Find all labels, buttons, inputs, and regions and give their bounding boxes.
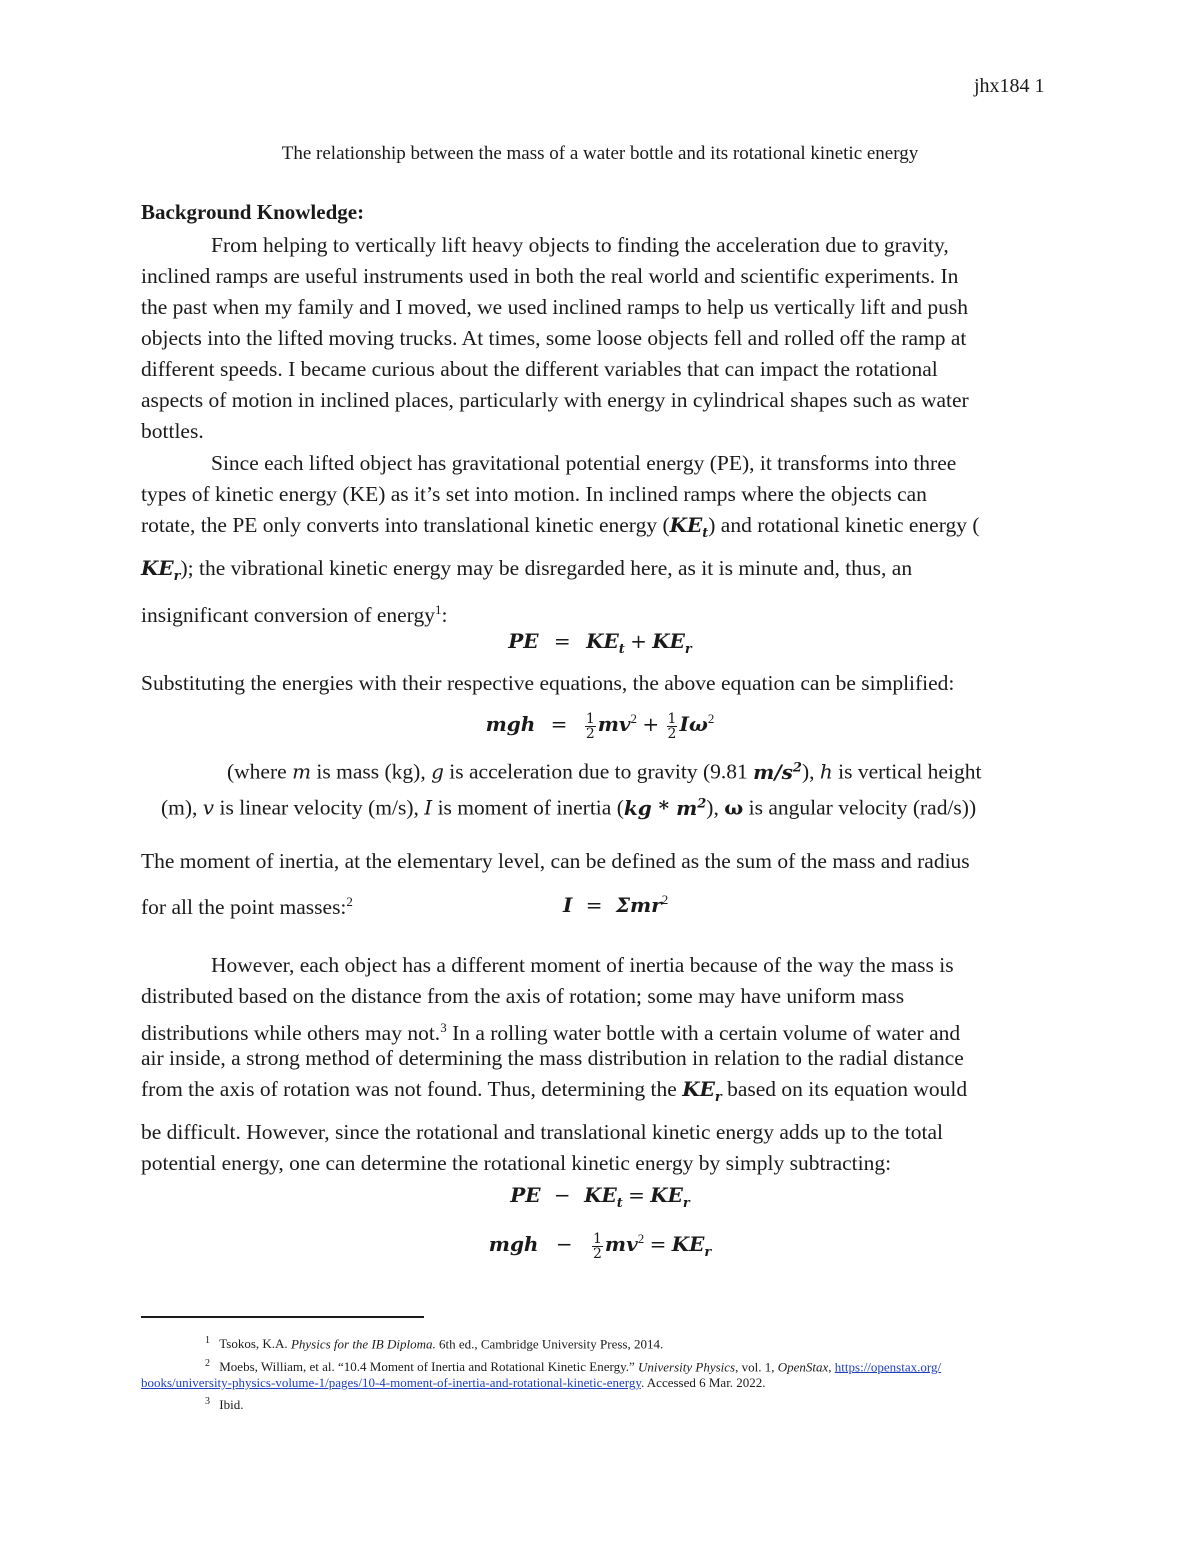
para2-line-4 xyxy=(141,553,912,592)
equation-rotational-energy-expanded: mgh − $\frac{1}{2}$ $mv^2 = KE_r$ xyxy=(488,1230,712,1262)
text-run: rotate, the PE only converts into translational kinetic energy ( xyxy=(141,513,670,537)
para3-line-4: air inside, a strong method of determining the mass distribution in relation to the radial distance xyxy=(141,1046,964,1070)
footnote-2: $^2$ Moebs, William, et al. “10.4 Moment of Inertia and Rotational Kinetic Energy.” University Physics, vol. 1, OpenStax, https://openstax.org/ xyxy=(205,1358,942,1375)
para1-line-5: different speeds. I became curious about the different variables that can impact the rotational xyxy=(141,357,938,381)
para2-line-1: Since each lifted object has gravitational potential energy (PE), it transforms into three xyxy=(211,451,957,475)
equation-rotational-energy: PE − $KE_t = KE_r$ xyxy=(510,1183,690,1211)
text-run: insignificant conversion of energy xyxy=(141,603,435,628)
para3-line-5: from the axis of rotation was not found. Thus, determining the $KE_r$ based on its equation would xyxy=(141,1077,968,1105)
para2-line-2: types of kinetic energy (KE) as it’s set into motion. In inclined ramps where the objects can xyxy=(141,482,927,506)
footnote-separator xyxy=(141,1316,424,1318)
para1-line-3: the past when my family and I moved, we used inclined ramps to help us vertically lift and push xyxy=(141,295,968,319)
variable-definitions-line-2: (m), v is linear velocity (m/s), I is moment of inertia $(kg * m^2)$, ω is angular velocity (rad/s)) xyxy=(161,795,977,820)
equation-energy-expanded: mgh = $\frac{1}{2}$ $mv^2$ + $\frac{1}{2}$ $I\omega^2$ xyxy=(485,710,715,742)
footnote-1: $^1$ Tsokos, K.A. Physics for the IB Diploma. 6th ed., Cambridge University Press, 2014. xyxy=(205,1335,664,1352)
para1-line-2: inclined ramps are useful instruments used in both the real world and scientific experiments. In xyxy=(141,264,959,288)
footnote-ref-1: 1 xyxy=(434,602,442,617)
equation-energy-conservation: PE = $KE_t + KE_r$ xyxy=(508,629,692,657)
ke-r-symbol: $KE_r$ xyxy=(141,556,181,584)
text-run: ) and rotational kinetic energy ( xyxy=(708,513,980,537)
ke-t-symbol: $KE_t$ xyxy=(669,513,709,541)
para3-line-6: be difficult. However, since the rotational and translational kinetic energy adds up to the total xyxy=(141,1120,943,1144)
para3-line-2: distributed based on the distance from the axis of rotation; some may have uniform mass xyxy=(141,984,905,1008)
moment-line-2: for all the point masses:$^2$ xyxy=(141,894,353,920)
para1-line-1: From helping to vertically lift heavy objects to finding the acceleration due to gravity, xyxy=(211,233,949,257)
text-run: ); the vibrational kinetic energy may be disregarded here, as it is minute and, thus, an xyxy=(180,556,913,580)
footnote-ref-2: 2 xyxy=(346,894,353,909)
footnote-2-continued: books/university-physics-volume-1/pages/10-4-moment-of-inertia-and-rotational-kinetic-energy. Accessed 6 Mar. 2022. xyxy=(141,1375,766,1390)
section-heading: Background Knowledge: xyxy=(141,200,365,224)
footnote-link[interactable]: https://openstax.org/ xyxy=(834,1359,942,1375)
para3-line-7: potential energy, one can determine the rotational kinetic energy by simply subtracting: xyxy=(141,1151,892,1175)
para3-line-1: However, each object has a different moment of inertia because of the way the mass is xyxy=(211,953,954,977)
page-header: jhx184 1 xyxy=(974,75,1045,97)
para1-line-7: bottles. xyxy=(141,419,204,443)
para2-line-5: insignificant conversion of energy$^1$: xyxy=(141,602,448,628)
para1-line-6: aspects of motion in inclined places, particularly with energy in cylindrical shapes such as water xyxy=(141,388,969,412)
para3-line-3: distributions while others may not.$^3$ In a rolling water bottle with a certain volume of water and xyxy=(141,1020,961,1046)
para2-line-3 xyxy=(141,510,980,549)
footnote-ref-3: 3 xyxy=(440,1020,447,1035)
para1-line-4: objects into the lifted moving trucks. At times, some loose objects fell and rolled off the ramp at xyxy=(141,326,967,350)
substitution-line: Substituting the energies with their respective equations, the above equation can be simplified: xyxy=(141,671,955,695)
variable-definitions-line-1: (where m is mass (kg), g is acceleration due to gravity (9.81 $m/s^2$), h is vertical height xyxy=(227,759,982,784)
moment-line-1: The moment of inertia, at the elementary level, can be defined as the sum of the mass and radius xyxy=(141,849,970,873)
equation-moment-of-inertia: I = Σmr$^2$ xyxy=(563,892,669,918)
paper-title: The relationship between the mass of a water bottle and its rotational kinetic energy xyxy=(281,143,919,164)
footnote-3: $^3$ Ibid. xyxy=(205,1396,244,1413)
footnote-link-continued[interactable]: books/university-physics-volume-1/pages/10-4-moment-of-inertia-and-rotational-kinetic-energy xyxy=(141,1375,641,1390)
